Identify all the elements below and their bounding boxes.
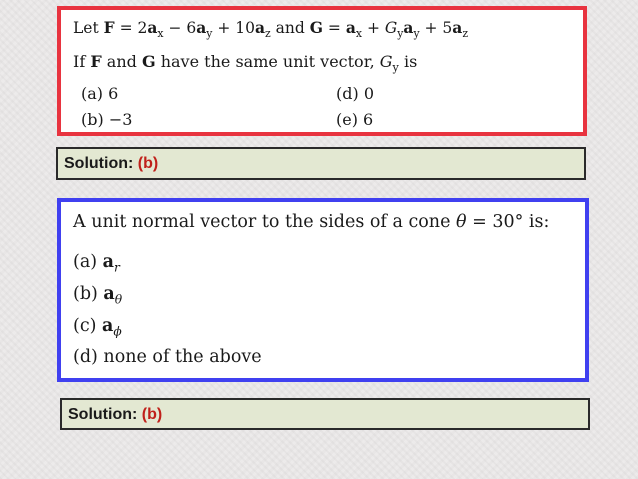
question-2-box	[57, 198, 589, 382]
solution-answer: (b)	[141, 406, 163, 423]
option-a: (a) 6	[81, 84, 119, 103]
vector-F: F	[103, 18, 115, 37]
question-1-prompt: If F and G have the same unit vector, $G_y$ is	[73, 52, 418, 75]
option-b: (b) −3	[81, 110, 133, 129]
solution-2-bar: Solution: (b)	[60, 398, 590, 430]
question-1-box	[57, 6, 587, 136]
option-a: (a) $a_r$	[73, 252, 120, 275]
option-c: (c) $a_\phi$	[73, 316, 122, 339]
solution-label: Solution	[68, 406, 132, 423]
option-e: (e) 6	[336, 110, 374, 129]
vector-G: G	[309, 18, 323, 37]
solution-answer: (b)	[137, 155, 159, 172]
question-1-statement: Let $F = 2a_x - 6a_y + 10a_z$ and $G = a_x + G_ya_y + 5a_z$	[73, 18, 469, 41]
option-b: (b) $a_\theta$	[73, 284, 123, 307]
question-2-statement: A unit normal vector to the sides of a cone θ = 30° is:	[73, 212, 550, 232]
option-d: (d) 0	[336, 84, 374, 103]
solution-1-bar: Solution: (b)	[56, 147, 586, 180]
solution-label: Solution	[64, 155, 128, 172]
option-d: (d) none of the above	[73, 347, 262, 367]
